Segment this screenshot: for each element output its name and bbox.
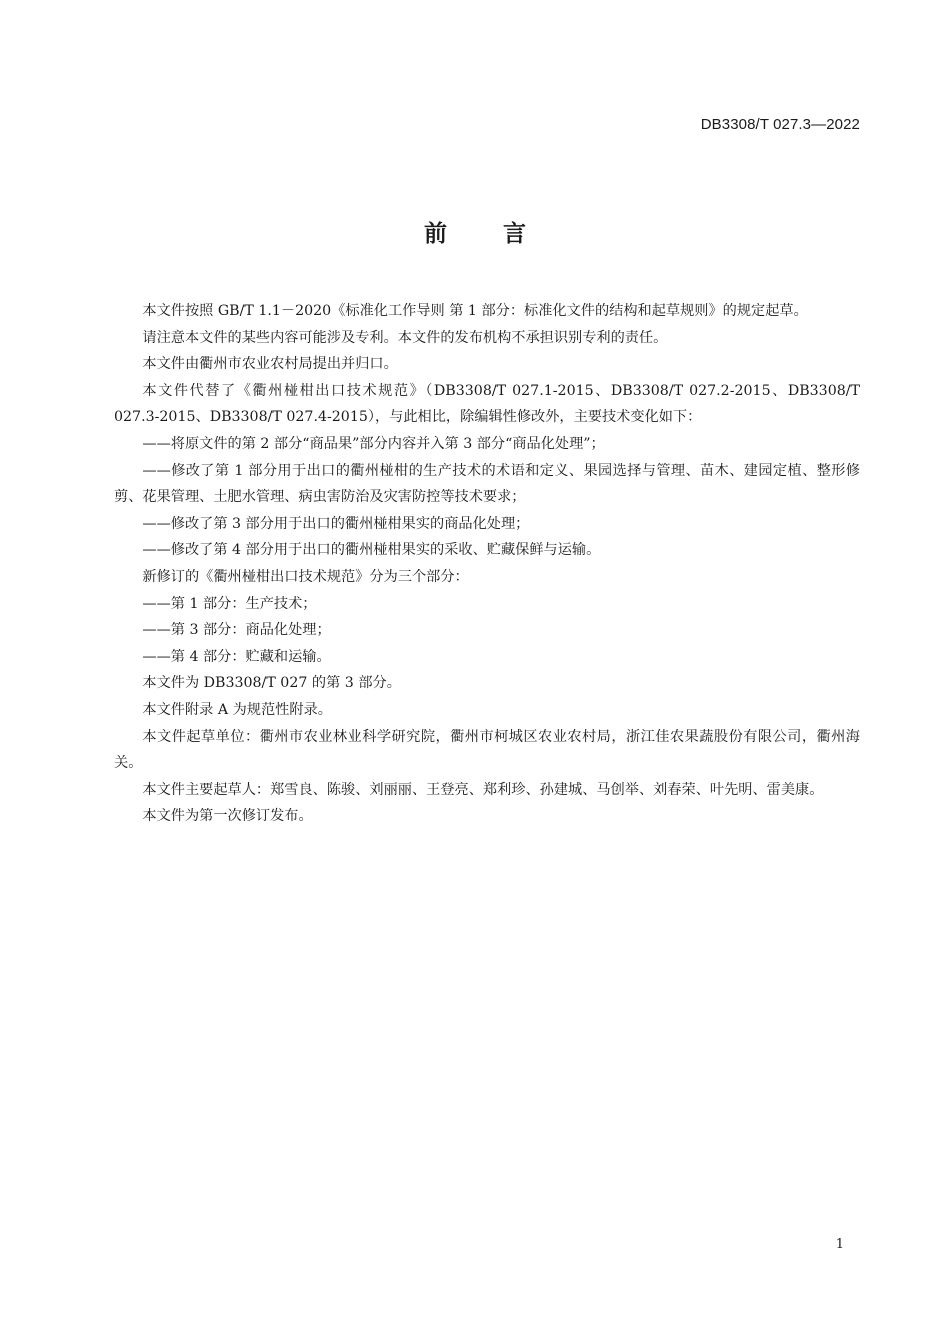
list-item-change: ——修改了第 1 部分用于出口的衢州椪柑的生产技术的术语和定义、果园选择与管理、苗木、建园定植、整形修剪、花果管理、土肥水管理、病虫害防治及灾害防控等技术要求； [114,462,860,506]
paragraph-drafting-units: 本文件起草单位：衢州市农业林业科学研究院，衢州市柯城区农业农村局，浙江佳农果蔬股份有限公司，衢州海关。 [114,728,860,772]
paragraph-revision: 本文件为第一次修订发布。 [142,808,313,825]
list-item-part: ——第 3 部分：商品化处理； [142,622,331,639]
page-number: 1 [835,1237,844,1252]
paragraph-part-number: 本文件为 DB3308/T 027 的第 3 部分。 [142,675,401,692]
paragraph-proposer: 本文件由衢州市农业农村局提出并归口。 [142,356,398,373]
foreword-body [114,298,860,830]
paragraph-drafters: 本文件主要起草人：郑雪良、陈骏、刘丽丽、王登亮、郑利珍、孙建城、马创举、刘春荣、叶先明、雷美康。 [142,781,824,798]
list-item-part: ——第 4 部分：贮藏和运输。 [142,648,331,665]
document-code: DB3308/T 027.3—2022 [700,116,860,133]
list-item-change: ——将原文件的第 2 部分“商品果”部分内容并入第 3 部分“商品化处理”； [142,435,605,452]
list-item-part: ——第 1 部分：生产技术； [142,595,317,612]
list-item-change: ——修改了第 3 部分用于出口的衢州椪柑果实的商品化处理； [142,515,530,532]
paragraph-appendix: 本文件附录 A 为规范性附录。 [142,701,332,718]
page-title: 前言 [424,221,582,247]
paragraph-replaces: 本文件代替了《衢州椪柑出口技术规范》（DB3308/T 027.1-2015、DB3308/T 027.2-2015、DB3308/T 027.3-2015、DB3308/T 027.4-2015），与此相比，除编辑性修改外，主要技术变化如下： [114,382,860,426]
paragraph-patent-notice: 请注意本文件的某些内容可能涉及专利。本文件的发布机构不承担识别专利的责任。 [142,329,668,346]
list-item-change: ——修改了第 4 部分用于出口的衢州椪柑果实的采收、贮藏保鲜与运输。 [142,542,601,559]
paragraph-drafting-rules: 本文件按照 GB/T 1.1－2020《标准化工作导则 第 1 部分：标准化文件的结构和起草规则》的规定起草。 [142,303,808,319]
paragraph-parts-intro: 新修订的《衢州椪柑出口技术规范》分为三个部分： [142,568,469,585]
